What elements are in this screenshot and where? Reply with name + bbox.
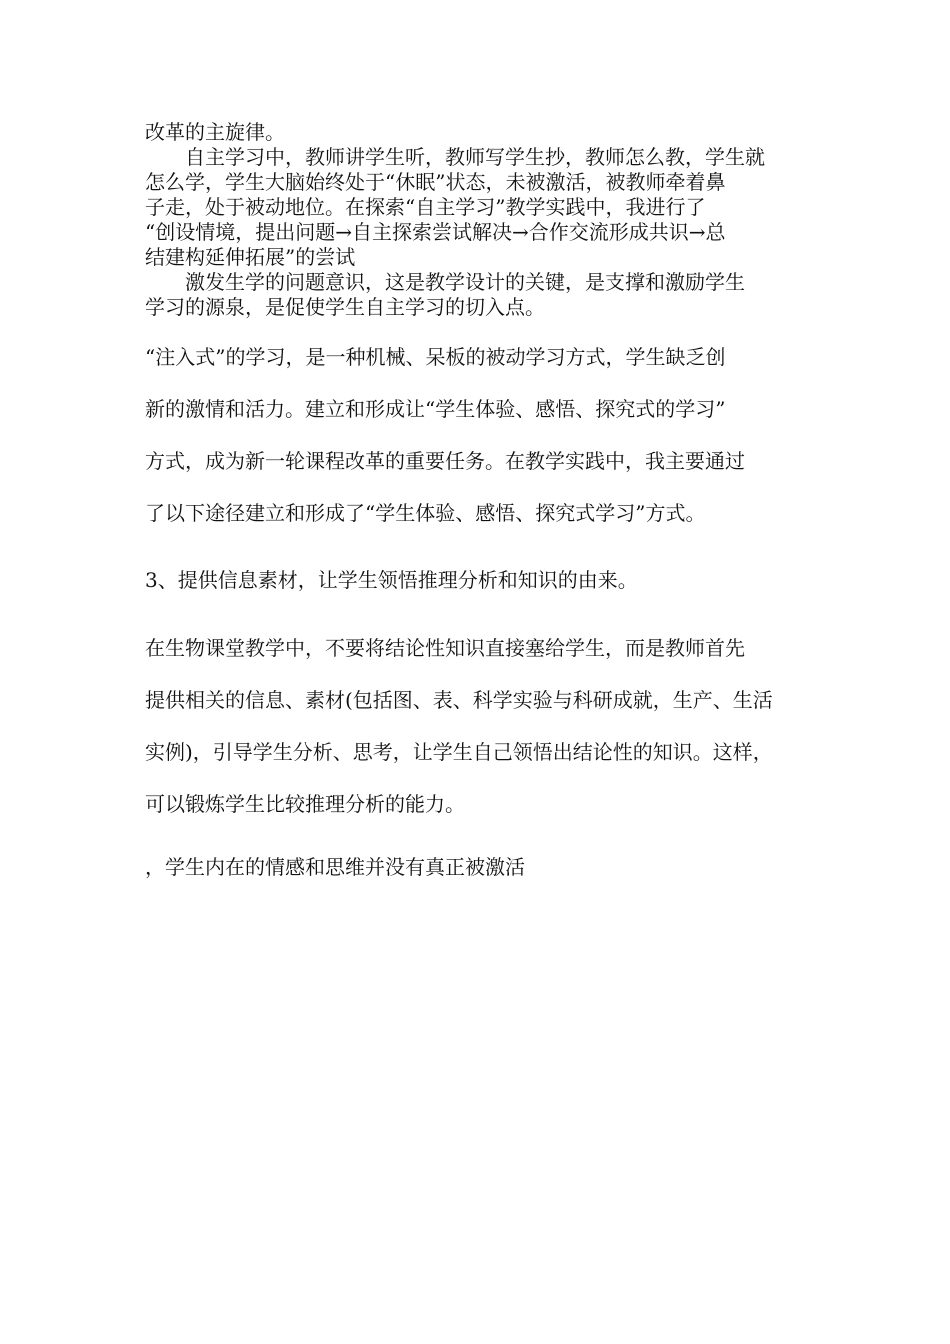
section-heading-3: 3、提供信息素材，让学生领悟推理分析和知识的由来。 — [145, 568, 638, 592]
text-fragment: ，学生内在的情感和思维并没有真正被激活 — [145, 855, 525, 879]
text-line: 子走，处于被动地位。在探索“自主学习”教学实践中，我进行了 — [145, 195, 706, 219]
text-line: 提供相关的信息、素材(包括图、表、科学实验与科研成就，生产、生活 — [145, 688, 773, 712]
paragraph-injection-learning — [145, 345, 810, 553]
paragraph-biology-teaching — [145, 636, 810, 844]
text-line: 方式，成为新一轮课程改革的重要任务。在教学实践中，我主要通过 — [145, 449, 745, 473]
paragraph-group-autonomous-learning — [145, 120, 810, 320]
text-line: 实例)，引导学生分析、思考，让学生自己领悟出结论性的知识。这样， — [145, 740, 773, 764]
text-line: 可以锻炼学生比较推理分析的能力。 — [145, 792, 465, 816]
text-line: 改革的主旋律。 — [145, 120, 285, 144]
text-line: 新的激情和活力。建立和形成让“学生体验、感悟、探究式的学习” — [145, 397, 726, 421]
text-line: 学习的源泉，是促使学生自主学习的切入点。 — [145, 295, 545, 319]
text-line: 结建构延伸拓展”的尝试 — [145, 245, 356, 269]
text-line: 激发生学的问题意识，这是教学设计的关键，是支撑和激励学生 — [185, 270, 745, 294]
text-line: 自主学习中，教师讲学生听，教师写学生抄，教师怎么教，学生就 — [185, 145, 765, 169]
text-line: 在生物课堂教学中，不要将结论性知识直接塞给学生，而是教师首先 — [145, 636, 745, 660]
text-line: 怎么学，学生大脑始终处于“休眠”状态，未被激活，被教师牵着鼻 — [145, 170, 726, 194]
text-line: “注入式”的学习，是一种机械、呆板的被动学习方式，学生缺乏创 — [145, 345, 726, 369]
text-line: “创设情境，提出问题→自主探索尝试解决→合作交流形成共识→总 — [145, 220, 726, 244]
text-line: 了以下途径建立和形成了“学生体验、感悟、探究式学习”方式。 — [145, 501, 706, 525]
